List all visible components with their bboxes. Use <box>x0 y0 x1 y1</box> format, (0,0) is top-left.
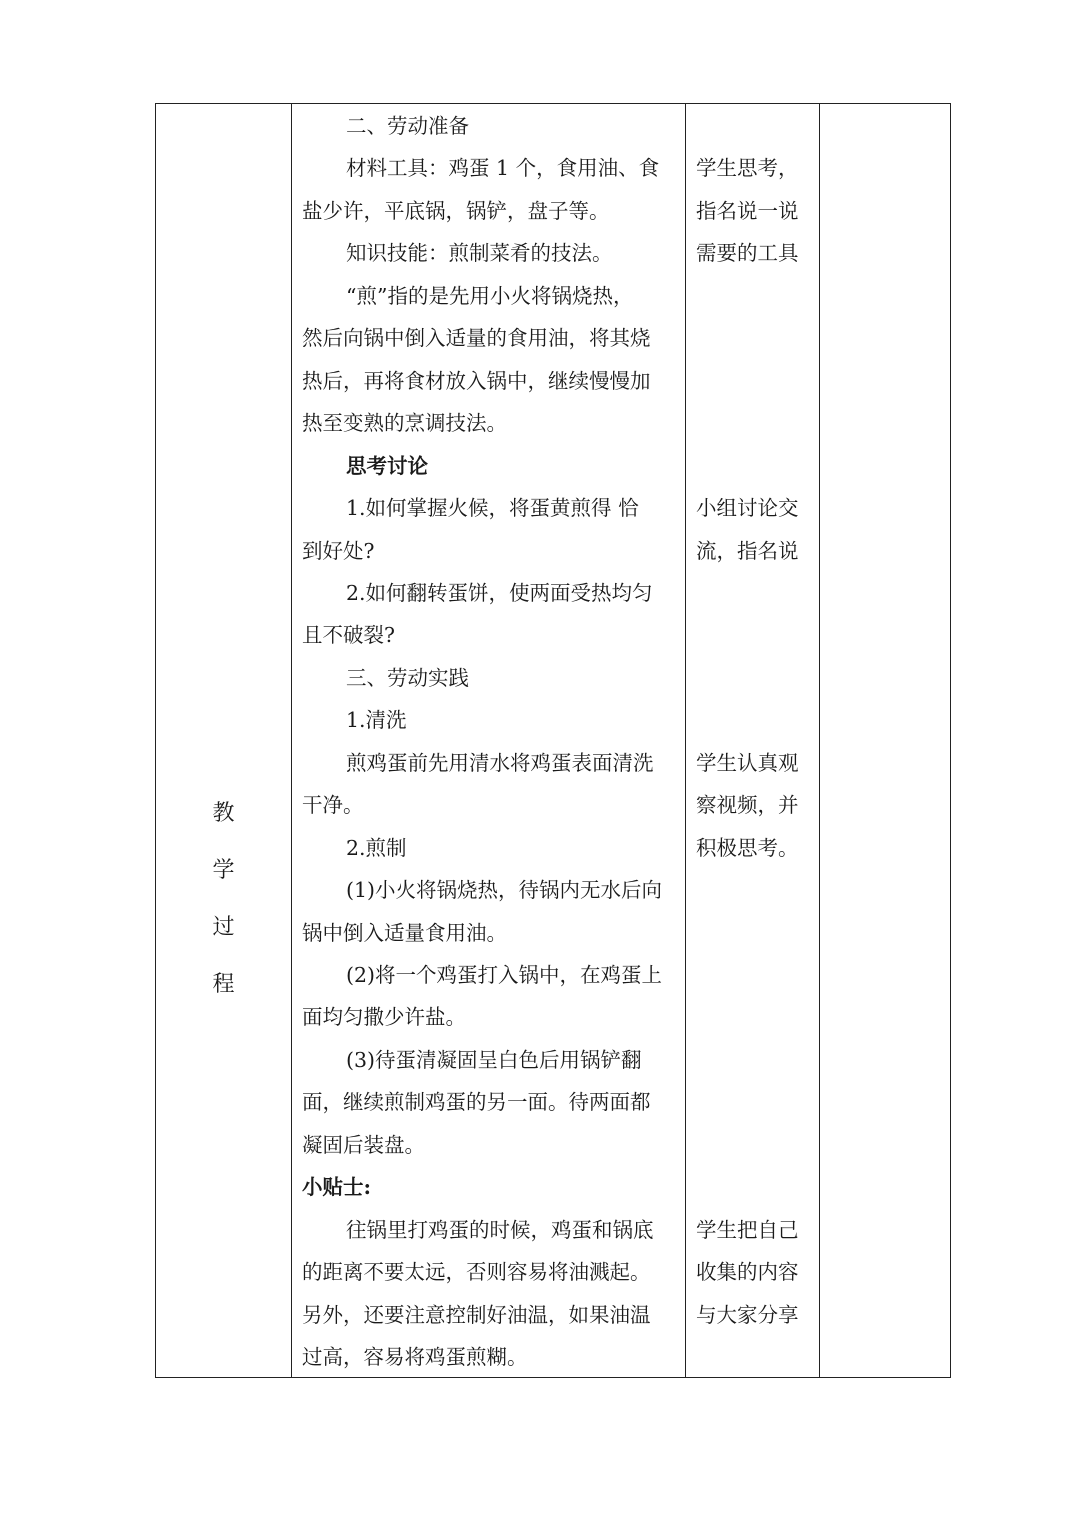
content-line: 锅中倒入适量食用油。 <box>302 920 507 945</box>
content-line: 盐少许，平底锅，锅铲，盘子等。 <box>302 198 610 223</box>
activity-line: 察视频，并 <box>696 793 799 818</box>
activity-line: 小组讨论交 <box>696 496 799 521</box>
section-label-char: 学 <box>212 858 235 883</box>
column-divider <box>819 104 820 1377</box>
content-line: 2.如何翻转蛋饼，使两面受热均匀 <box>346 580 653 605</box>
content-line: 且不破裂? <box>302 623 395 648</box>
content-line: 材料工具：鸡蛋 1 个，食用油、食 <box>346 156 660 181</box>
content-line: 往锅里打鸡蛋的时候，鸡蛋和锅底 <box>346 1217 654 1242</box>
activity-line: 与大家分享 <box>696 1302 799 1327</box>
content-line: 然后向锅中倒入适量的食用油，将其烧 <box>302 326 651 351</box>
content-line: (2)将一个鸡蛋打入锅中，在鸡蛋上 <box>346 963 663 987</box>
activity-line: 流，指名说 <box>696 538 799 563</box>
section-label-column <box>156 104 291 1377</box>
content-line: (1)小火将锅烧热，待锅内无水后向 <box>346 878 663 903</box>
content-line: 面均匀撒少许盐。 <box>302 1005 466 1030</box>
content-line: “煎”指的是先用小火将锅烧热， <box>346 283 634 308</box>
content-line: 面，继续煎制鸡蛋的另一面。待两面都 <box>302 1090 651 1115</box>
column-divider <box>685 104 686 1377</box>
lesson-table <box>155 103 951 1378</box>
content-line: 二、劳动准备 <box>346 114 469 138</box>
content-line: 1.清洗 <box>346 708 407 733</box>
activity-line: 需要的工具 <box>696 241 799 266</box>
content-line: 热至变熟的烹调技法。 <box>302 411 507 436</box>
content-line: 三、劳动实践 <box>346 665 469 690</box>
section-label-char: 过 <box>212 915 235 940</box>
content-line: 2.煎制 <box>346 835 407 860</box>
content-line: 到好处? <box>302 538 375 563</box>
activity-line: 学生把自己 <box>696 1217 799 1242</box>
content-line: 凝固后装盘。 <box>302 1132 425 1157</box>
column-divider <box>291 104 292 1377</box>
section-label-char: 程 <box>212 972 235 997</box>
section-label-char: 教 <box>212 801 235 826</box>
activity-line: 学生认真观 <box>696 750 799 775</box>
content-line: 干净。 <box>302 793 364 818</box>
content-line: 知识技能：煎制菜肴的技法。 <box>346 241 613 266</box>
content-line: (3)待蛋清凝固呈白色后用锅铲翻 <box>346 1047 642 1072</box>
content-line: 过高，容易将鸡蛋煎糊。 <box>302 1345 528 1370</box>
activity-line: 指名说一说 <box>696 198 799 223</box>
content-line: 煎鸡蛋前先用清水将鸡蛋表面清洗 <box>346 750 654 775</box>
content-line: 1.如何掌握火候，将蛋黄煎得 恰 <box>346 496 639 521</box>
content-line: 热后，再将食材放入锅中，继续慢慢加 <box>302 368 651 393</box>
content-line: 的距离不要太远，否则容易将油溅起。 <box>302 1260 651 1285</box>
activity-line: 收集的内容 <box>696 1260 799 1285</box>
activity-line: 积极思考。 <box>696 835 799 860</box>
content-line: 小贴士: <box>302 1175 372 1200</box>
activity-line: 学生思考， <box>696 156 799 181</box>
content-line: 另外，还要注意控制好油温，如果油温 <box>302 1302 651 1327</box>
content-line: 思考讨论 <box>346 453 428 478</box>
